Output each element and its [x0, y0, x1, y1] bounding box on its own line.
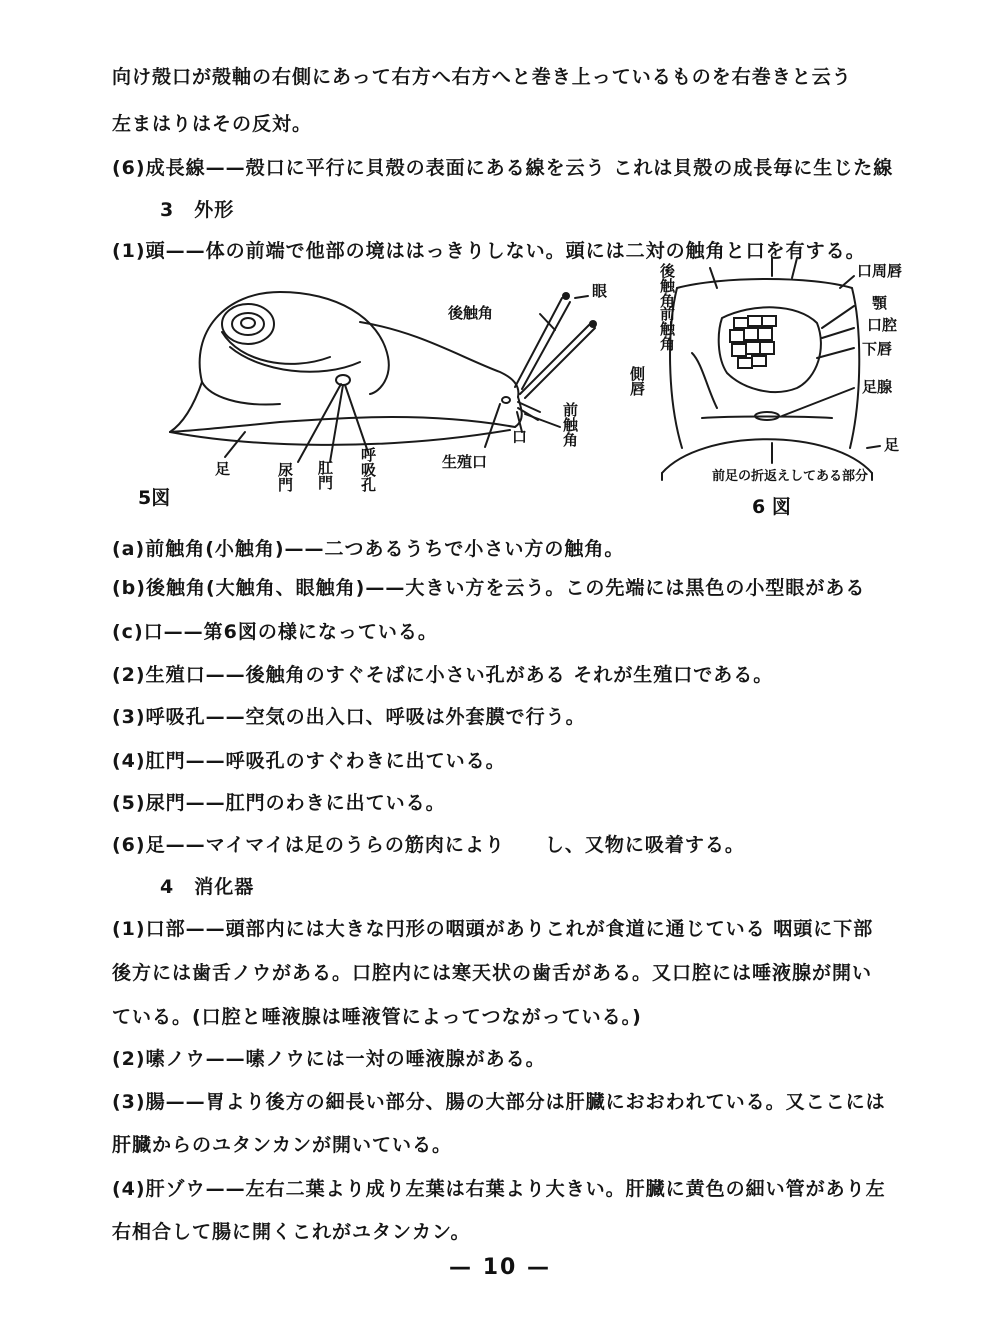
- text-line-head: (1)頭——体の前端で他部の境ははっきりしない。頭には二対の触角と口を有する。: [112, 240, 866, 262]
- fig6-label-foot: 足: [884, 436, 900, 454]
- fig6-label-oral-cavity: 口腔: [867, 316, 898, 334]
- text-line-foot: (6)足——マイマイは足のうらの筋肉により し、又物に吸着する。: [112, 834, 745, 856]
- fig5-label-anterior-tentacle: 前触角: [561, 402, 579, 447]
- figure-6-mouth-diagram: [622, 248, 932, 523]
- page-number: — 10 —: [449, 1255, 551, 1280]
- text-line-2: 左まはりはその反対。: [112, 113, 313, 135]
- text-line-anterior-tentacle: (a)前触角(小触角)——二つあるうちで小さい方の触角。: [112, 538, 625, 560]
- fig5-label-mouth: 口: [512, 428, 528, 446]
- section-heading-digestive: 4 消化器: [160, 876, 255, 898]
- fig6-label-foot-folded: 前足の折返えしてある部分: [712, 469, 869, 484]
- fig5-caption: 5図: [138, 487, 171, 509]
- text-line-crop: (2)嗉ノウ——嗉ノウには一対の唾液腺がある。: [112, 1048, 546, 1070]
- text-line-liver-1: (4)肝ゾウ——左右二葉より成り左葉は右葉より大きい。肝臓に黄色の細い管があり左: [112, 1178, 886, 1200]
- text-line-intestine-1: (3)腸——胃より後方の細長い部分、腸の大部分は肝臓におおわれている。又ここには: [112, 1091, 886, 1113]
- fig5-label-posterior-tentacle: 後触角: [448, 304, 494, 322]
- text-line-genital-pore: (2)生殖口——後触角のすぐそばに小さい孔がある それが生殖口である。: [112, 664, 774, 686]
- text-line-breathing-pore: (3)呼吸孔——空気の出入口、呼吸は外套膜で行う。: [112, 706, 586, 728]
- fig6-label-foot-gland: 足腺: [862, 378, 893, 396]
- fig5-label-foot: 足: [215, 460, 231, 478]
- fig6-label-upper-lip: 口周唇: [857, 262, 903, 280]
- text-line-urinary-pore: (5)尿門——肛門のわきに出ている。: [112, 792, 446, 814]
- text-line-3: (6)成長線——殻口に平行に貝殻の表面にある線を云う これは貝殻の成長毎に生じた線: [112, 157, 894, 179]
- fig5-label-breathing-pore: 呼吸孔: [359, 447, 377, 492]
- fig6-label-jaw: 顎: [872, 294, 888, 312]
- text-line-mouth: (c)口——第6図の様になっている。: [112, 621, 438, 643]
- fig6-label-lower-lip: 下唇: [862, 340, 893, 358]
- fig6-label-side-lip: 側唇: [628, 366, 646, 396]
- text-line-digestive-3: ている。(口腔と唾液腺は唾液管によってつながっている。): [112, 1006, 642, 1028]
- fig5-label-anus: 肛門: [316, 460, 334, 490]
- fig5-label-eye: 眼: [592, 282, 608, 300]
- text-line-1: 向け殻口が殻軸の右側にあって右方へ右方へと巻き上っているものを右巻きと云う: [112, 66, 852, 88]
- text-line-intestine-2: 肝臓からのユタンカンが開いている。: [112, 1134, 453, 1156]
- fig6-caption: 6 図: [752, 496, 791, 518]
- fig5-label-urinary-pore: 尿門: [276, 462, 294, 492]
- text-line-liver-2: 右相合して腸に開くこれがユタンカン。: [112, 1221, 471, 1243]
- text-line-digestive-2: 後方には歯舌ノウがある。口腔内には寒天状の歯舌がある。又口腔には唾液腺が開い: [112, 962, 873, 984]
- figure-5-snail-diagram: [130, 262, 650, 517]
- text-line-posterior-tentacle: (b)後触角(大触角、眼触角)——大きい方を云う。この先端には黒色の小型眼がある: [112, 577, 866, 599]
- fig6-label-posterior-tentacle: 後触角: [658, 263, 676, 308]
- text-line-digestive-1: (1)口部——頭部内には大きな円形の咽頭がありこれが食道に通じている 咽頭に下部: [112, 918, 874, 940]
- text-line-anus: (4)肛門——呼吸孔のすぐわきに出ている。: [112, 750, 506, 772]
- fig6-label-anterior-tentacle: 前触角: [658, 306, 676, 351]
- fig5-label-genital-pore: 生殖口: [442, 453, 488, 471]
- section-heading-outer-form: 3 外形: [160, 199, 235, 221]
